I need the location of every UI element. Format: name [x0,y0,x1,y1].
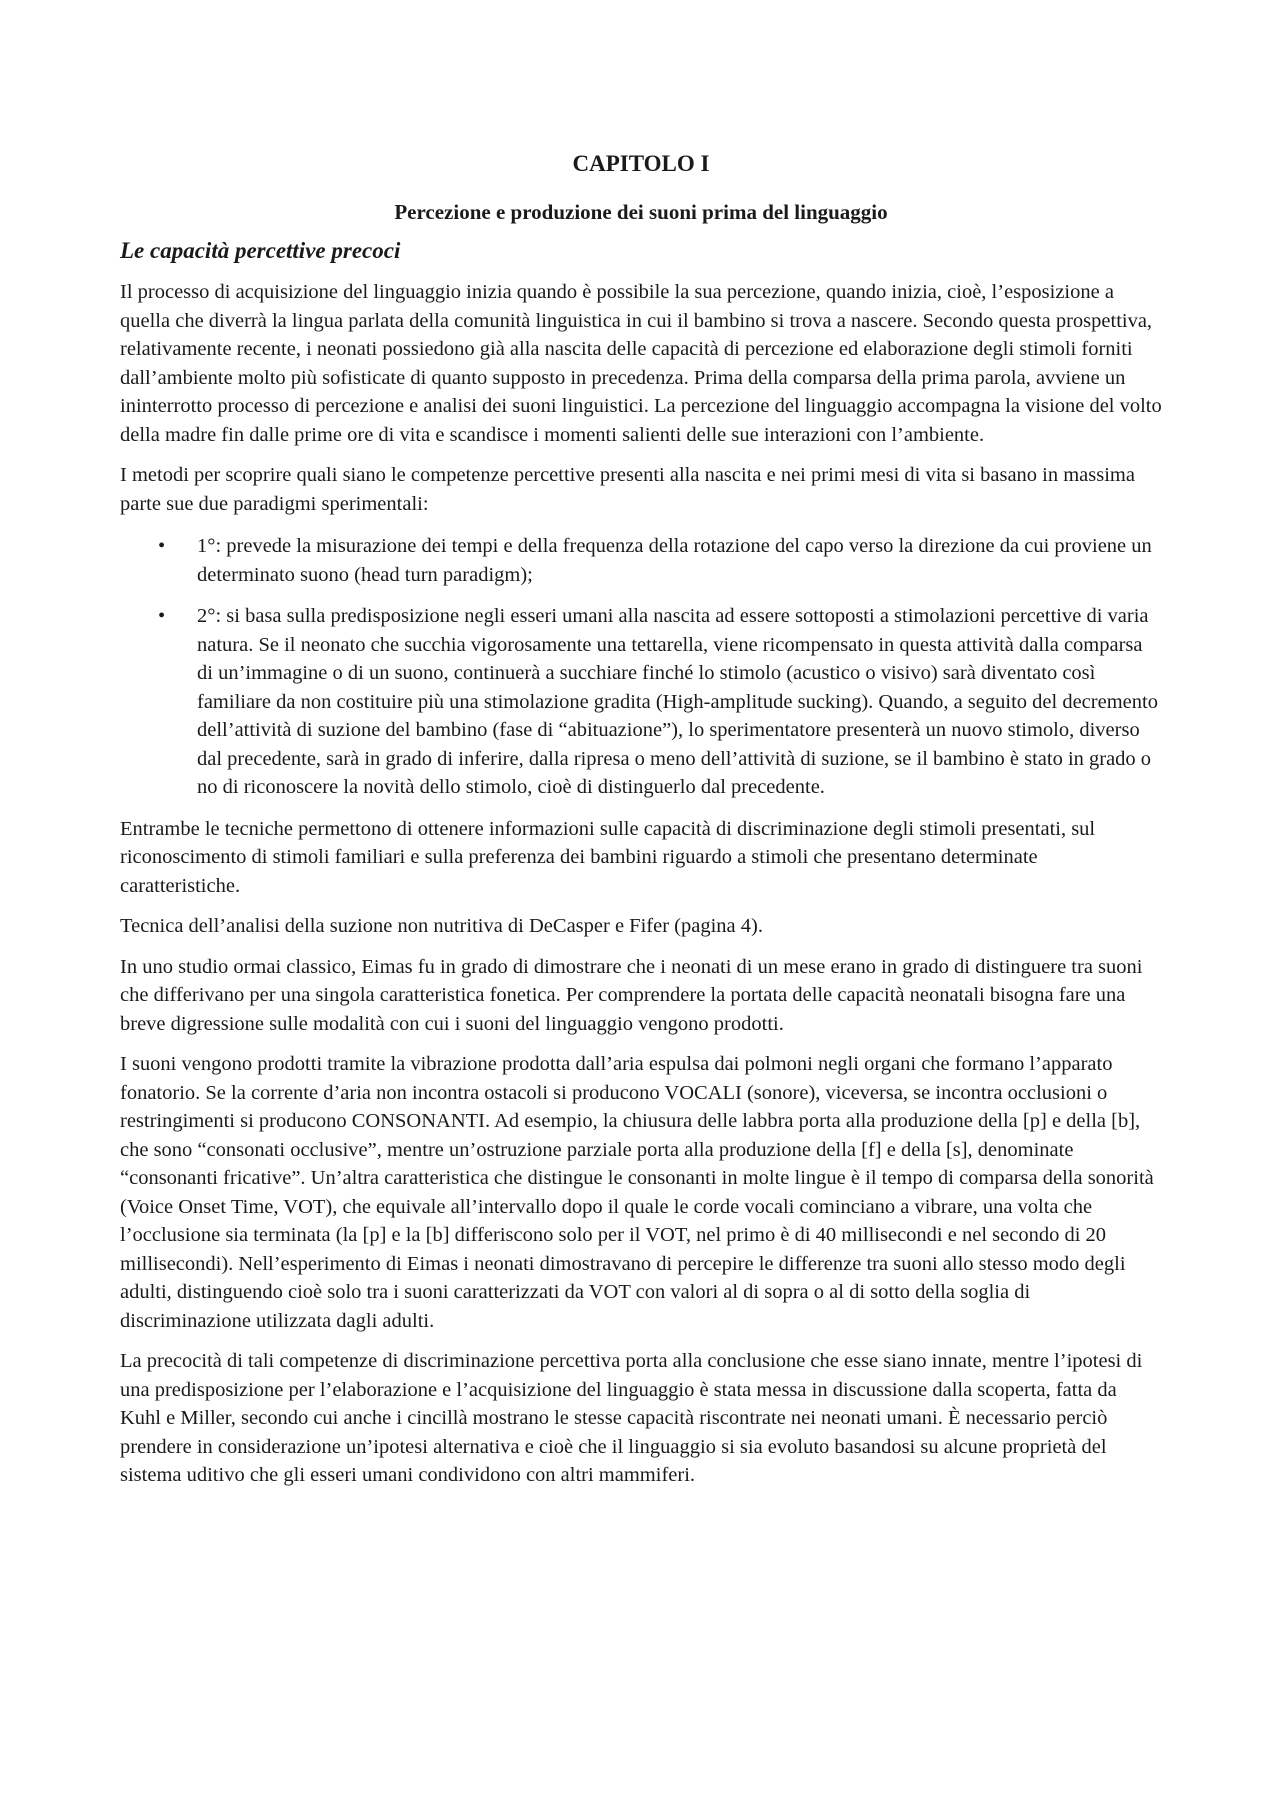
bullet-marker: • [158,535,166,557]
chapter-title: CAPITOLO I [572,151,710,176]
paragraph-sounds: I suoni vengono prodotti tramite la vibrazione prodotta dall’aria espulsa dai polmoni negli organi che formano l’apparato fonatorio. Se la corrente d’aria non incontra ostacoli si producono VOCALI (sonore), viceversa, se incontra occlusioni o restringimenti si producono CONSONANTI. Ad esempio, la chiusura delle labbra porta alla produzione della [p] e della [b], che sono “consonati occlusive”, mentre un’ostruzione parziale porta alla produzione della [f] e della [s], denominate “consonanti fricative”. Un’altra caratteristica che distingue le consonanti in molte lingue è il tempo di comparsa della sonorità (Voice Onset Time, VOT), che equivale all’intervallo dopo il quale le corde vocali cominciano a vibrare, una volta che l’occlusione sia terminata (la [p] e la [b] differiscono solo per il VOT, nel primo è di 40 millisecondi e nel secondo di 20 millisecondi). Nell’esperimento di Eimas i neonati dimostravano di percepire le differenze tra suoni allo stesso modo degli adulti, distinguendo cioè solo tra i suoni caratterizzati da VOT con valori al di sopra o al di sotto della soglia di discriminazione utilizzata dagli adulti. [120,1053,1154,1332]
section-title: Le capacità percettive precoci [120,238,401,263]
paragraph-methods: I metodi per scoprire quali siano le competenze percettive presenti alla nascita e nei primi mesi di vita si basano in massima parte sue due paradigmi sperimentali: [120,464,1135,515]
bullet-marker: • [158,605,166,627]
list-item-text: 2°: si basa sulla predisposizione negli esseri umani alla nascita ad essere sottoposti a stimolazioni percettive di varia natura. Se il neonato che succhia vigorosamente una tettarella, viene ricompensato in questa attività dalla comparsa di un’immagine o di un suono, continuerà a succhiare finché lo stimolo (acustico o visivo) sarà diventato così familiare da non costituire più una stimolazione gradita (High-amplitude sucking). Quando, a seguito del decremento dell’attività di suzione del bambino (fase di “abituazione”), lo sperimentatore presenterà un nuovo stimolo, diverso dal precedente, sarà in grado di inferire, dalla ripresa o meno dell’attività di suzione, se il bambino è stato in grado o no di riconoscere la novità dello stimolo, cioè di distinguerlo dal precedente. [197,605,1158,798]
paradigm-list [120,532,1162,802]
paragraph-conclusion: La precocità di tali competenze di discriminazione percettiva porta alla conclusione che esse siano innate, mentre l’ipotesi di una predisposizione per l’elaborazione e l’acquisizione del linguaggio è stata messa in discussione dalla scoperta, fatta da Kuhl e Miller, secondo cui anche i cincillà mostrano le stesse capacità riscontrate nei neonati umani. È necessario perciò prendere in considerazione un’ipotesi alternativa e cioè che il linguaggio si sia evoluto basandosi su alcune proprietà del sistema uditivo che gli esseri umani condividono con altri mammiferi. [120,1350,1143,1486]
paragraph-intro: Il processo di acquisizione del linguaggio inizia quando è possibile la sua percezione, quando inizia, cioè, l’esposizione a quella che diverrà la lingua parlata della comunità linguistica in cui il bambino si trova a nascere. Secondo questa prospettiva, relativamente recente, i neonati possiedono già alla nascita delle capacità di percezione ed elaborazione degli stimoli forniti dall’ambiente molto più sofisticate di quanto supposto in precedenza. Prima della comparsa della prima parola, avviene un ininterrotto processo di percezione e analisi dei suoni linguistici. La percezione del linguaggio accompagna la visione del volto della madre fin dalle prime ore di vita e scandisce i momenti salienti delle sue interazioni con l’ambiente. [120,281,1162,446]
chapter-subtitle: Percezione e produzione dei suoni prima del linguaggio [394,200,888,224]
paragraph-decasper: Tecnica dell’analisi della suzione non nutritiva di DeCasper e Fifer (pagina 4). [120,915,763,937]
list-item-text: 1°: prevede la misurazione dei tempi e della frequenza della rotazione del capo verso la direzione da cui proviene un determinato suono (head turn paradigm); [197,535,1152,586]
paragraph-techniques: Entrambe le tecniche permettono di ottenere informazioni sulle capacità di discriminazione degli stimoli presentati, sul riconoscimento di stimoli familiari e sulla preferenza dei bambini riguardo a stimoli che presentano determinate caratteristiche. [120,817,1096,897]
list-item [120,602,1162,802]
list-item [120,532,1162,589]
paragraph-eimas: In uno studio ormai classico, Eimas fu in grado di dimostrare che i neonati di un mese erano in grado di distinguere tra suoni che differivano per una singola caratteristica fonetica. Per comprendere la portata delle capacità neonatali bisogna fare una breve digressione sulle modalità con cui i suoni del linguaggio vengono prodotti. [120,955,1143,1035]
